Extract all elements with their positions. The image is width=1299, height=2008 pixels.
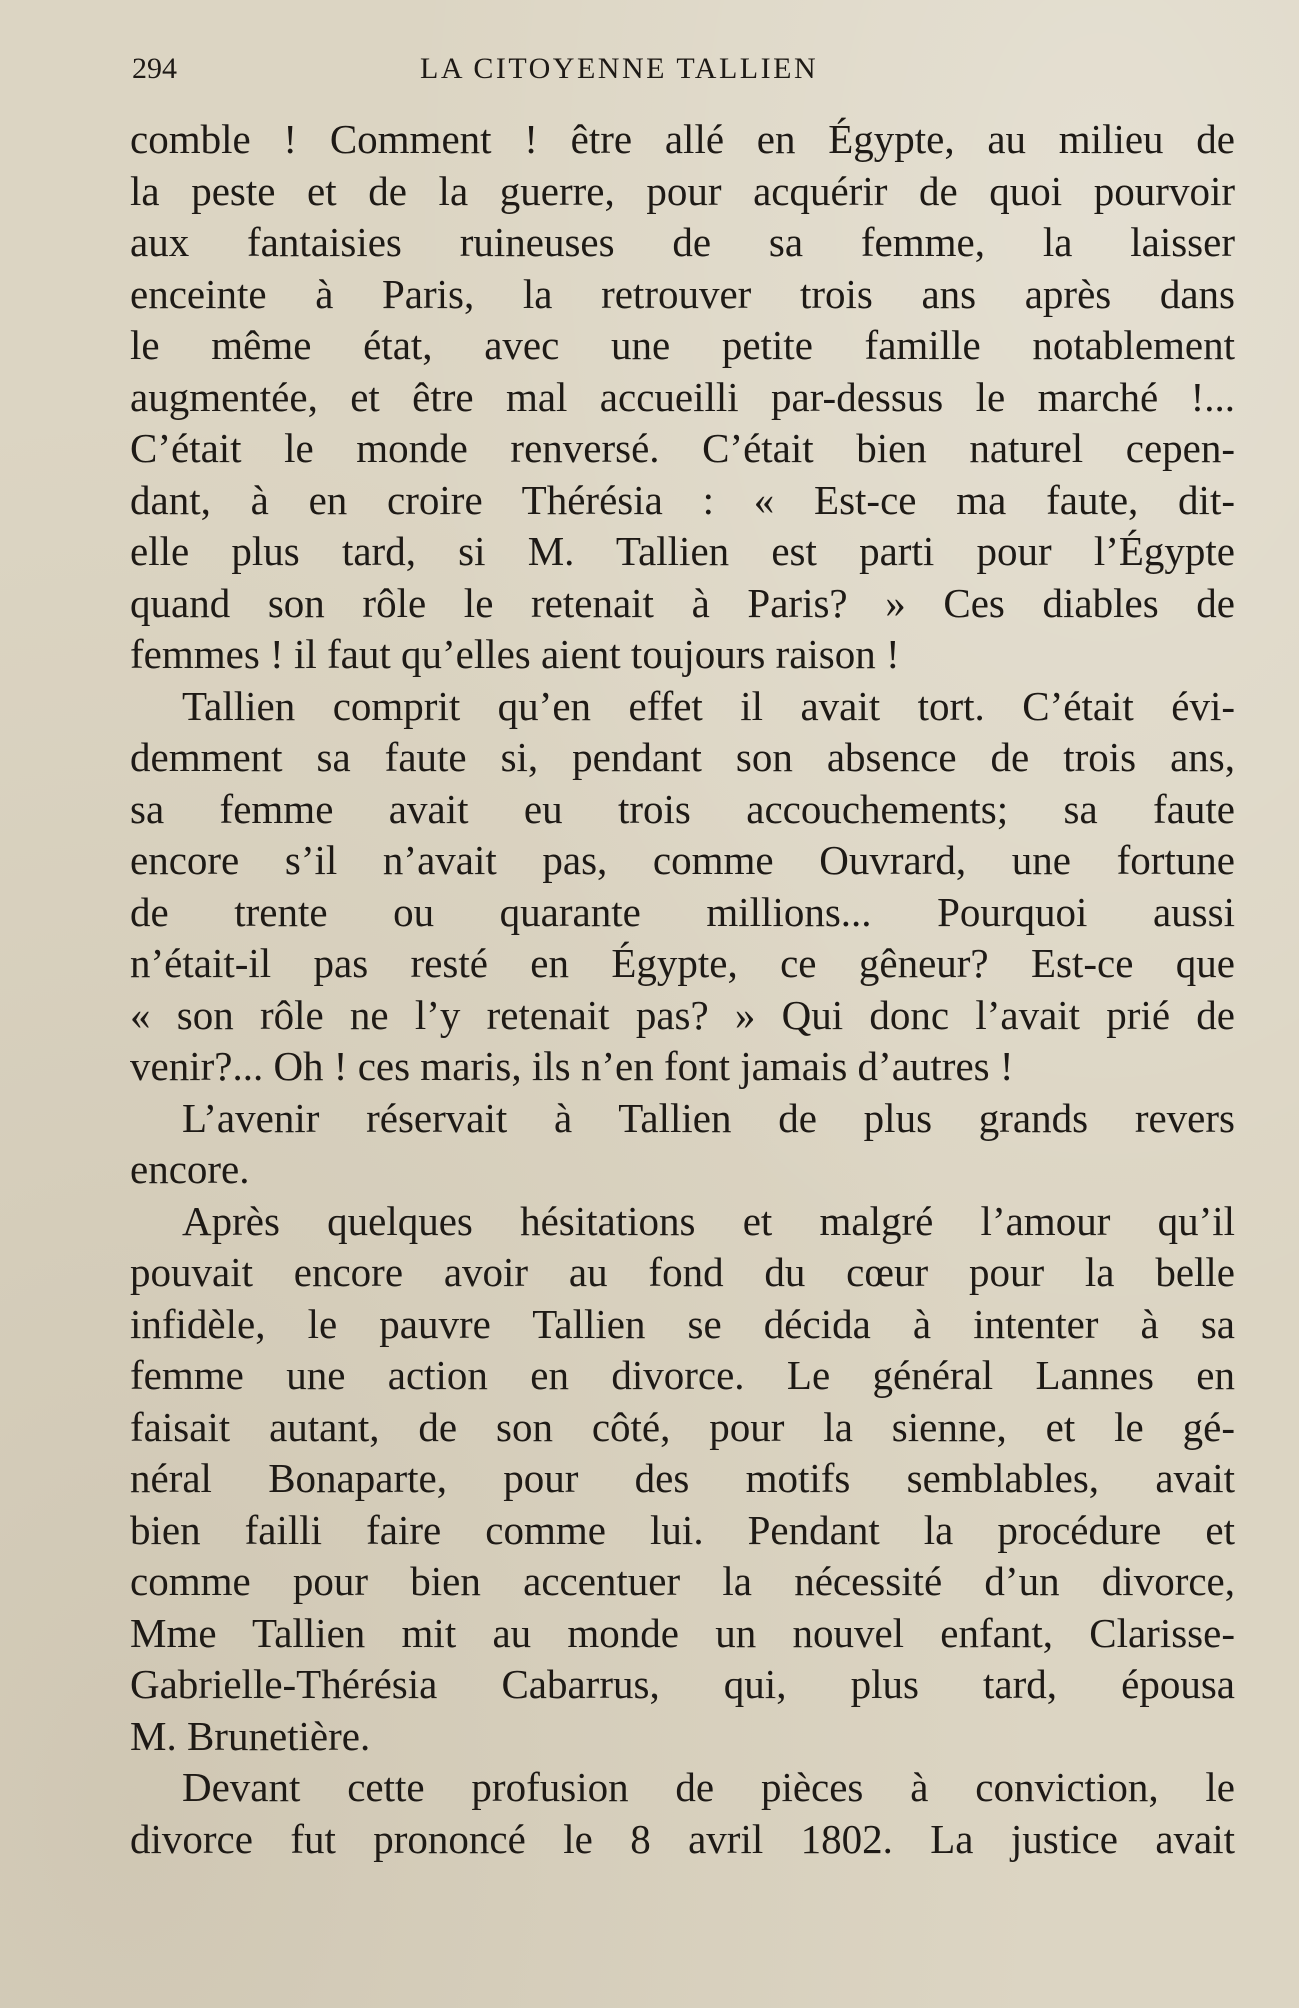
text-line: femme une action en divorce. Le général Lannes en (130, 1352, 1235, 1398)
text-line: comme pour bien accentuer la nécessité d’un divorce, (130, 1558, 1235, 1604)
text-line: C’était le monde renversé. C’était bien naturel cepen- (130, 425, 1235, 471)
page-number: 294 (132, 52, 177, 85)
text-line: divorce fut prononcé le 8 avril 1802. La justice avait (130, 1815, 1235, 1862)
paragraph (130, 114, 1235, 681)
text-line: encore. (130, 1146, 250, 1192)
text-line: le même état, avec une petite famille notablement (130, 322, 1235, 368)
paragraph (130, 1196, 1235, 1763)
text-line: comble ! Comment ! être allé en Égypte, au milieu de (130, 116, 1235, 162)
text-line: de trente ou quarante millions... Pourquoi aussi (130, 888, 1235, 935)
text-line: pouvait encore avoir au fond du cœur pour la belle (130, 1249, 1235, 1295)
text-line: augmentée, et être mal accueilli par-dessus le marché !... (130, 373, 1235, 420)
text-line: Devant cette profusion de pièces à conviction, le (182, 1764, 1235, 1810)
paragraph (130, 1093, 1235, 1196)
paragraph (130, 1762, 1235, 1865)
text-line: n’était-il pas resté en Égypte, ce gêneur? Est-ce que (130, 940, 1235, 986)
book-page (130, 40, 1235, 1865)
paragraph (130, 681, 1235, 1093)
text-line: dant, à en croire Thérésia : « Est-ce ma faute, dit- (130, 476, 1235, 523)
running-title: LA CITOYENNE TALLIEN (420, 52, 819, 85)
text-line: demment sa faute si, pendant son absence de trois ans, (130, 734, 1235, 780)
text-line: femmes ! il faut qu’elles aient toujours raison ! (130, 631, 900, 677)
text-line: venir?... Oh ! ces maris, ils n’en font jamais d’autres ! (130, 1043, 1014, 1089)
text-line: néral Bonaparte, pour des motifs semblables, avait (130, 1455, 1235, 1501)
text-line: enceinte à Paris, la retrouver trois ans après dans (130, 270, 1235, 317)
text-line: Après quelques hésitations et malgré l’amour qu’il (182, 1197, 1235, 1244)
running-header (130, 40, 1235, 100)
text-line: bien failli faire comme lui. Pendant la procédure et (130, 1506, 1235, 1553)
body-text (130, 114, 1235, 1865)
text-line: « son rôle ne l’y retenait pas? » Qui donc l’avait prié de (130, 991, 1235, 1038)
text-line: Gabrielle-Thérésia Cabarrus, qui, plus tard, épousa (130, 1661, 1235, 1707)
text-line: faisait autant, de son côté, pour la sienne, et le gé- (130, 1403, 1235, 1450)
text-line: aux fantaisies ruineuses de sa femme, la laisser (130, 219, 1235, 265)
text-line: elle plus tard, si M. Tallien est parti pour l’Égypte (130, 528, 1235, 574)
text-line: Tallien comprit qu’en effet il avait tort. C’était évi- (182, 682, 1235, 729)
text-line: la peste et de la guerre, pour acquérir de quoi pourvoir (130, 167, 1235, 214)
text-line: encore s’il n’avait pas, comme Ouvrard, une fortune (130, 837, 1235, 883)
text-line: M. Brunetière. (130, 1712, 371, 1759)
text-line: L’avenir réservait à Tallien de plus grands revers (182, 1094, 1235, 1141)
text-line: infidèle, le pauvre Tallien se décida à intenter à sa (130, 1300, 1235, 1347)
text-line: quand son rôle le retenait à Paris? » Ces diables de (130, 579, 1235, 626)
text-line: Mme Tallien mit au monde un nouvel enfant, Clarisse- (130, 1609, 1235, 1656)
text-line: sa femme avait eu trois accouchements; sa faute (130, 785, 1235, 832)
